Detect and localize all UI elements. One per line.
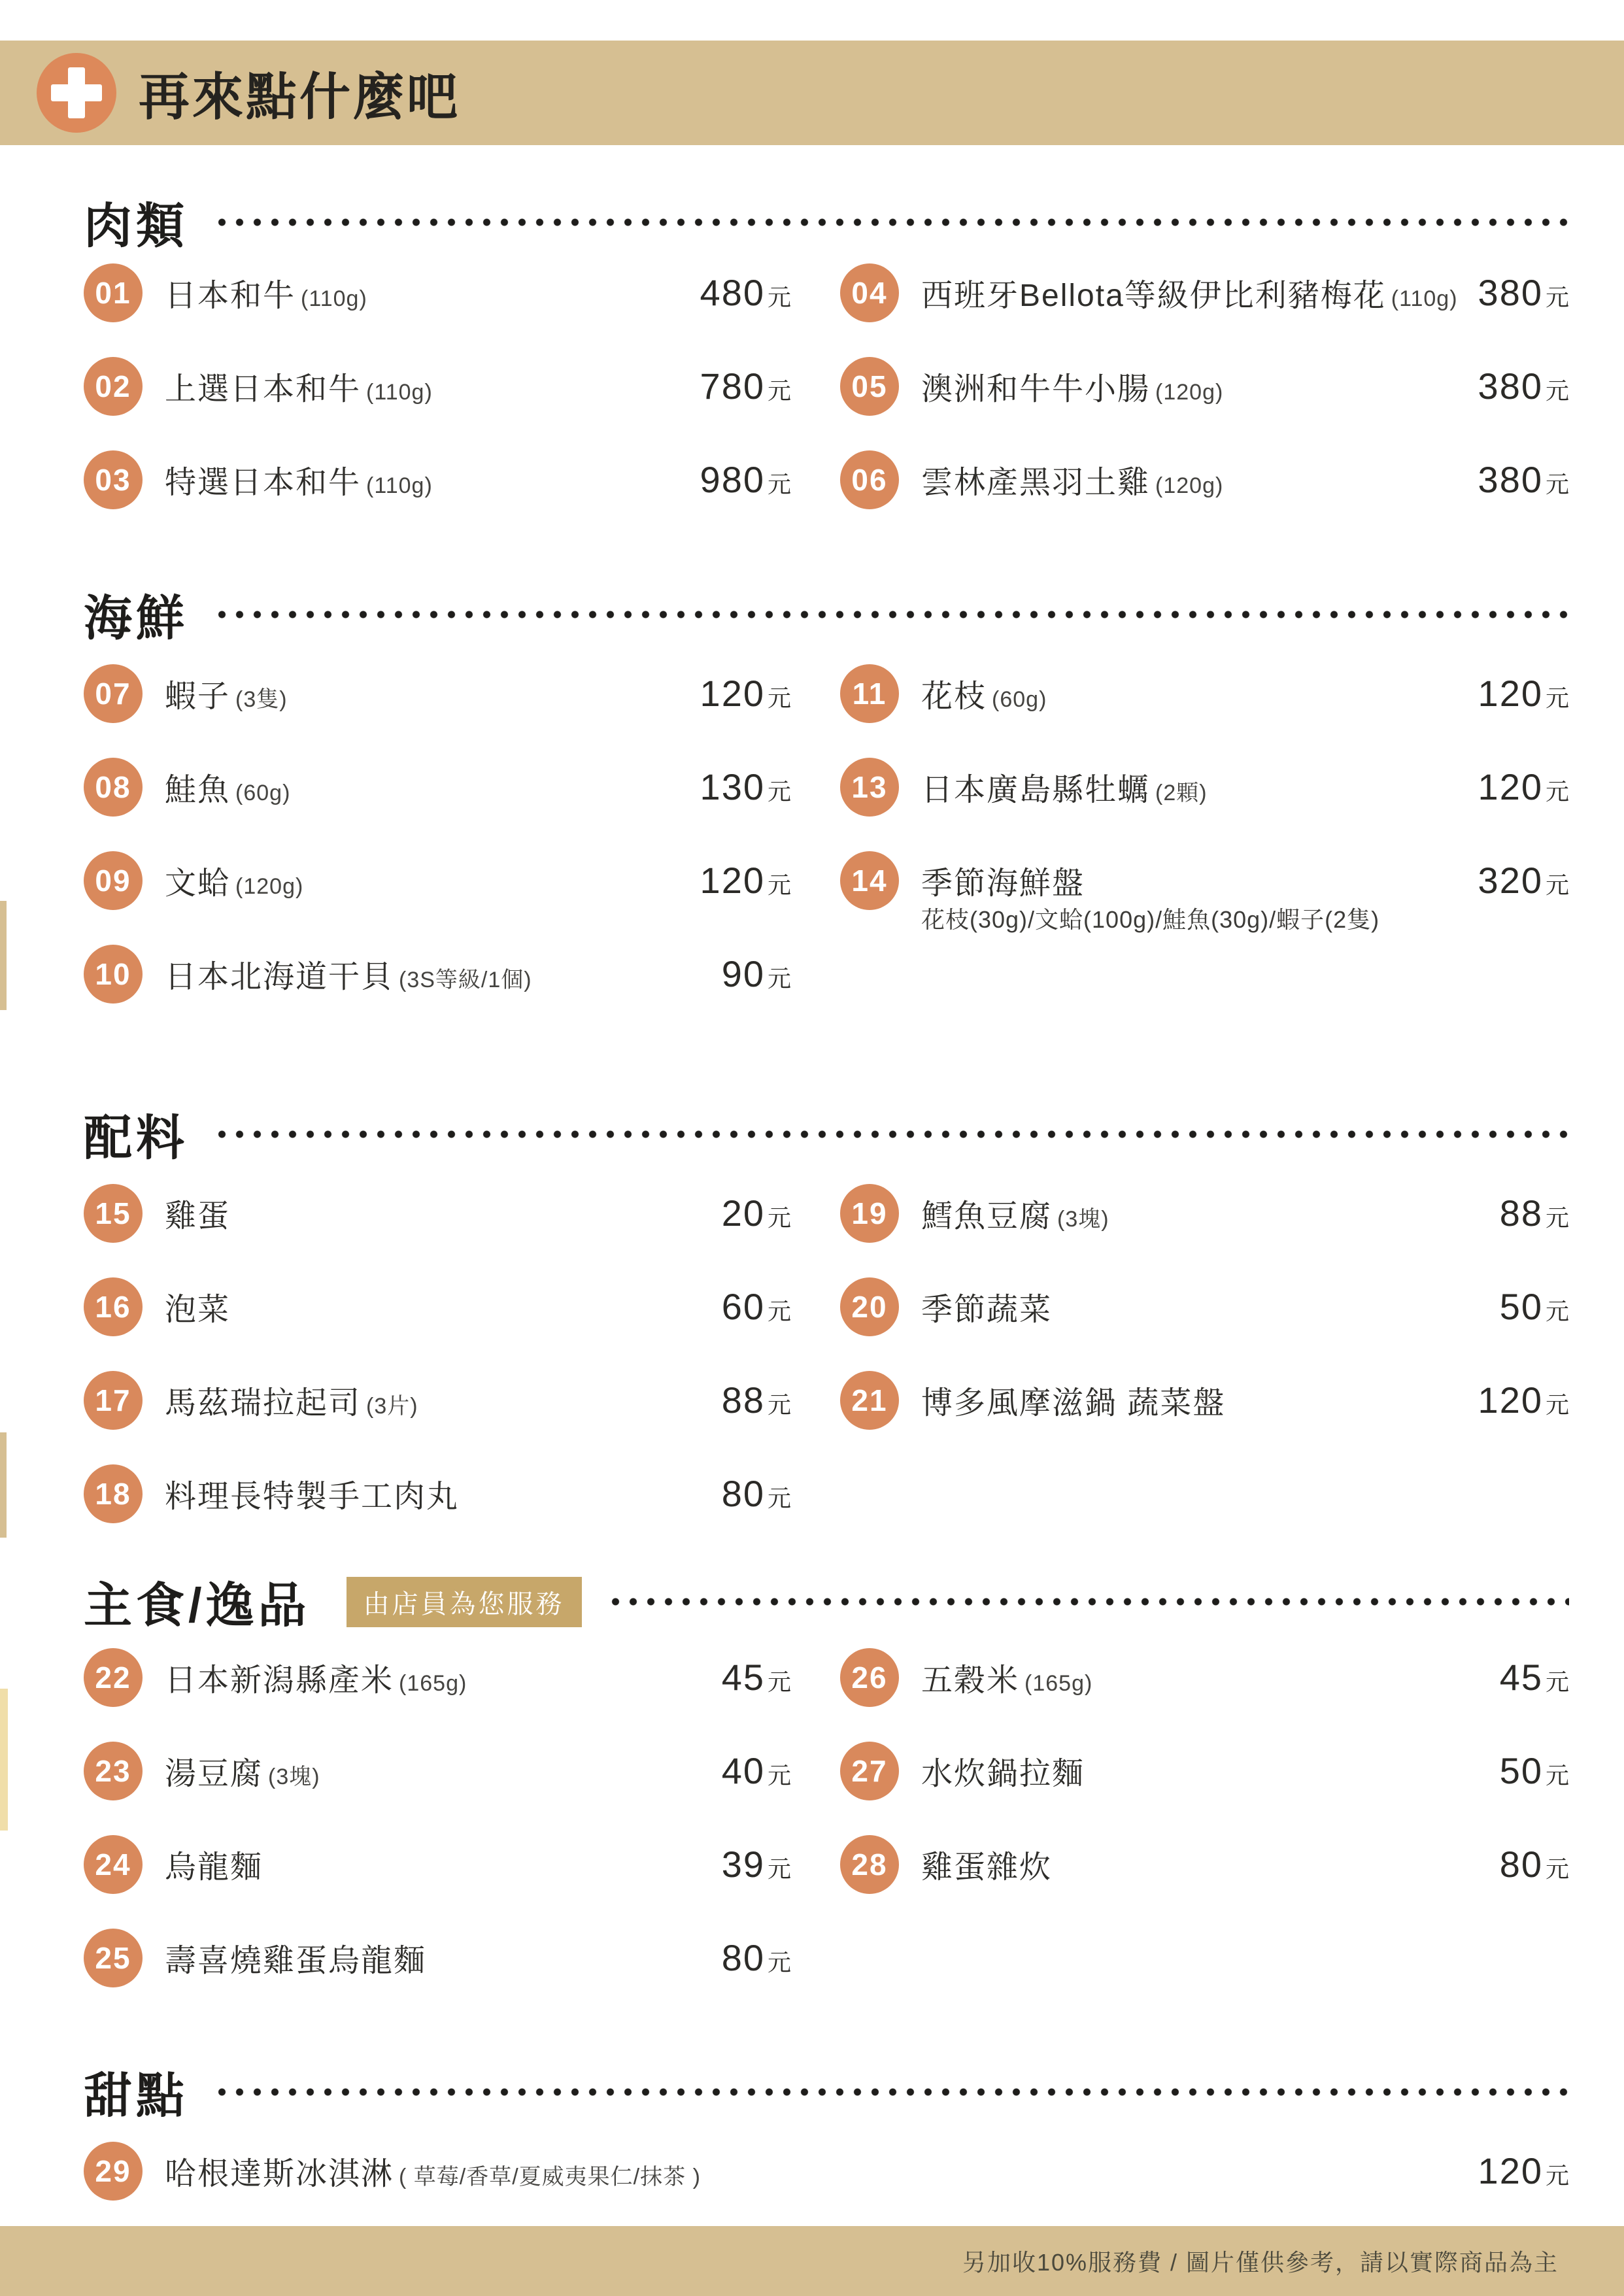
- menu-item: [84, 246, 791, 339]
- price-unit: 元: [767, 1668, 791, 1695]
- menu-item: [84, 927, 791, 1021]
- item-number: 14: [851, 863, 888, 898]
- menu-item: [84, 433, 791, 526]
- price-value: 90: [721, 953, 765, 994]
- dotted-leader: [607, 1597, 1569, 1606]
- price-unit: 元: [1545, 1298, 1569, 1325]
- item-price: [722, 1472, 791, 1515]
- price-value: 20: [721, 1192, 765, 1234]
- item-number: 04: [851, 275, 888, 310]
- item-price: [1478, 1379, 1569, 1421]
- price-unit: 元: [1545, 1855, 1569, 1882]
- menu-section: [0, 193, 1624, 526]
- item-number: 22: [95, 1660, 131, 1695]
- price-unit: 元: [1545, 871, 1569, 898]
- item-number-badge: [840, 1742, 899, 1800]
- item-price: [1500, 1285, 1569, 1328]
- item-number: 23: [95, 1753, 131, 1788]
- item-number: 01: [95, 275, 131, 310]
- menu-item: [84, 1447, 791, 1540]
- item-number: 17: [95, 1383, 131, 1417]
- section-header: [84, 1105, 1569, 1164]
- price-unit: 元: [767, 1855, 791, 1882]
- price-unit: 元: [767, 1298, 791, 1325]
- section-header: [84, 193, 1569, 252]
- item-label: [165, 951, 532, 996]
- item-number-badge: [840, 1648, 899, 1707]
- price-unit: 元: [767, 778, 791, 805]
- section-rows: [84, 647, 1569, 1021]
- section-title: 甜點: [84, 2068, 188, 2123]
- item-number-badge: [840, 851, 899, 910]
- menu-item: [84, 1260, 791, 1353]
- item-number-badge: [84, 945, 143, 1004]
- item-number: 25: [95, 1940, 131, 1975]
- item-label: [165, 1935, 426, 1980]
- price-value: 120: [1478, 766, 1543, 807]
- item-label: [921, 457, 1223, 502]
- item-price: [700, 365, 791, 407]
- item-price: [1478, 859, 1569, 902]
- price-unit: 元: [767, 871, 791, 898]
- item-label: [165, 1284, 230, 1329]
- menu-item: [84, 1817, 791, 1911]
- item-number-badge: [84, 1371, 143, 1430]
- item-label: [165, 270, 367, 315]
- item-number-badge: [84, 1742, 143, 1800]
- item-number-badge: [84, 263, 143, 322]
- item-price: [700, 766, 791, 808]
- item-name: 五穀米: [921, 1663, 1020, 1698]
- item-number-badge: [84, 758, 143, 817]
- price-unit: 元: [1545, 684, 1569, 711]
- item-label: [165, 457, 433, 502]
- price-value: 130: [700, 766, 765, 807]
- menu-section: [0, 2063, 1624, 2218]
- menu-item: [84, 2124, 1569, 2218]
- price-value: 120: [700, 673, 765, 714]
- price-unit: 元: [767, 471, 791, 498]
- item-label: [165, 1471, 459, 1516]
- item-price: [700, 458, 791, 501]
- page-title: 再來點什麼吧: [139, 68, 461, 126]
- item-number-badge: [84, 1929, 143, 1987]
- item-name: 雞蛋: [165, 1199, 231, 1234]
- page-header: [0, 41, 1624, 145]
- item-label: [921, 1190, 1109, 1236]
- menu-item: [840, 1166, 1569, 1260]
- menu-item: [840, 433, 1569, 526]
- item-name: 料理長特製手工肉丸: [165, 1479, 460, 1514]
- price-value: 88: [1499, 1192, 1543, 1234]
- item-label: [165, 1190, 230, 1236]
- item-name: 泡菜: [165, 1292, 231, 1327]
- item-number: 10: [95, 956, 131, 991]
- price-value: 980: [700, 459, 765, 500]
- item-size-note: ( 草莓/香草/夏威夷果仁/抹茶 ): [399, 2165, 701, 2189]
- menu-section: [0, 1105, 1624, 1540]
- price-value: 80: [721, 1473, 765, 1514]
- price-unit: 元: [1545, 2162, 1569, 2189]
- item-name: 哈根達斯冰淇淋: [165, 2157, 394, 2191]
- service-badge: 由店員為您服務: [347, 1577, 582, 1627]
- item-number: 07: [95, 676, 131, 711]
- menu-item: [84, 834, 791, 927]
- item-size-note: (3塊): [1057, 1207, 1109, 1232]
- column-right: [840, 647, 1569, 933]
- item-price: [722, 1843, 791, 1885]
- item-label: [921, 363, 1223, 409]
- item-number: 19: [851, 1196, 888, 1230]
- item-name: 水炊鍋拉麵: [921, 1757, 1085, 1791]
- column-left: [84, 1630, 791, 2004]
- price-unit: 元: [1545, 778, 1569, 805]
- price-unit: 元: [1545, 1204, 1569, 1231]
- section-header: [84, 2063, 1569, 2121]
- menu-item: [840, 1260, 1569, 1353]
- price-unit: 元: [767, 1762, 791, 1789]
- menu-item: [84, 647, 791, 740]
- menu-item: [84, 1630, 791, 1724]
- item-number-badge: [84, 357, 143, 416]
- item-price: [722, 1285, 791, 1328]
- item-number: 15: [95, 1196, 131, 1230]
- item-name: 日本廣島縣牡蠣: [921, 773, 1151, 807]
- item-number: 13: [851, 769, 888, 804]
- menu-section: [0, 585, 1624, 1021]
- item-size-note: (110g): [366, 380, 433, 405]
- item-size-note: (3片): [366, 1394, 418, 1419]
- item-price: [722, 1936, 791, 1979]
- item-price: [1478, 458, 1569, 501]
- item-name: 季節海鮮盤: [921, 866, 1085, 901]
- item-name: 烏龍麵: [165, 1850, 263, 1885]
- item-label: [165, 1748, 320, 1793]
- plus-icon: [37, 53, 116, 133]
- price-value: 480: [700, 272, 765, 313]
- price-value: 380: [1478, 272, 1543, 313]
- item-number-badge: [84, 851, 143, 910]
- dotted-leader: [213, 218, 1569, 227]
- item-name: 蝦子: [165, 679, 231, 714]
- item-price: [700, 859, 791, 902]
- item-number-badge: [840, 263, 899, 322]
- price-unit: 元: [767, 377, 791, 404]
- price-value: 88: [721, 1379, 765, 1421]
- price-unit: 元: [1545, 1668, 1569, 1695]
- item-price: [1500, 1192, 1569, 1234]
- menu-item: [840, 647, 1569, 740]
- price-value: 50: [1499, 1286, 1543, 1327]
- item-price: [722, 1749, 791, 1792]
- item-price: [722, 1656, 791, 1698]
- item-size-note: (165g): [399, 1671, 467, 1696]
- item-number: 24: [95, 1847, 131, 1882]
- item-number-badge: [84, 1648, 143, 1707]
- price-value: 45: [1499, 1657, 1543, 1698]
- item-name: 壽喜燒雞蛋烏龍麵: [165, 1944, 427, 1978]
- item-number-badge: [84, 2142, 143, 2201]
- price-unit: 元: [767, 684, 791, 711]
- section-rows: [84, 2124, 1569, 2218]
- item-price: [1500, 1656, 1569, 1698]
- item-label: [921, 858, 1085, 903]
- price-value: 40: [721, 1750, 765, 1791]
- item-name: 澳洲和牛牛小腸: [921, 372, 1151, 407]
- footer-note: 另加收10%服務費 / 圖片僅供參考，請以實際商品為主: [962, 2249, 1559, 2276]
- item-number: 03: [95, 462, 131, 497]
- item-label: [921, 671, 1047, 716]
- item-label: [165, 363, 433, 409]
- item-price: [1500, 1843, 1569, 1885]
- price-unit: 元: [1545, 1762, 1569, 1789]
- section-rows: [84, 246, 1569, 526]
- item-number: 21: [851, 1383, 888, 1417]
- item-size-note: (60g): [992, 687, 1047, 712]
- dotted-leader: [213, 610, 1569, 619]
- item-name: 鱈魚豆腐: [921, 1199, 1053, 1234]
- price-value: 120: [1478, 2150, 1543, 2191]
- menu-item: [840, 1817, 1569, 1911]
- section-title: 海鮮: [84, 591, 188, 645]
- item-description: 花枝(30g)/文蛤(100g)/鮭魚(30g)/蝦子(2隻): [921, 906, 1380, 933]
- item-price: [1500, 1749, 1569, 1792]
- item-name: 雲林產黑羽土雞: [921, 465, 1151, 500]
- menu-item: [84, 1724, 791, 1817]
- item-price: [700, 271, 791, 314]
- item-label: [165, 2148, 701, 2193]
- menu-item: [84, 1911, 791, 2004]
- menu-item: [84, 1353, 791, 1447]
- price-unit: 元: [767, 1485, 791, 1511]
- item-size-note: (3S等級/1個): [399, 968, 532, 992]
- dotted-leader: [213, 2087, 1569, 2097]
- item-name: 西班牙Bellota等級伊比利豬梅花: [921, 279, 1386, 313]
- item-name: 馬茲瑞拉起司: [165, 1386, 362, 1421]
- price-unit: 元: [767, 284, 791, 311]
- item-number: 20: [851, 1289, 888, 1324]
- menu-item: [840, 1353, 1569, 1447]
- item-price: [722, 953, 791, 995]
- price-value: 120: [1478, 1379, 1543, 1421]
- item-price: [1478, 365, 1569, 407]
- item-number-badge: [840, 357, 899, 416]
- section-rows: [84, 1166, 1569, 1540]
- item-number-badge: [840, 1371, 899, 1430]
- column-left: [84, 647, 791, 1021]
- page-footer: [0, 2226, 1624, 2296]
- item-size-note: (165g): [1024, 1671, 1093, 1696]
- price-value: 60: [721, 1286, 765, 1327]
- section-title: 主食/逸品: [84, 1578, 311, 1632]
- item-number: 11: [852, 676, 887, 711]
- item-label: [921, 1655, 1092, 1700]
- item-name: 特選日本和牛: [165, 465, 362, 500]
- menu-item: [840, 834, 1569, 933]
- price-value: 380: [1478, 365, 1543, 407]
- item-label: [921, 1748, 1085, 1793]
- price-value: 320: [1478, 860, 1543, 901]
- item-label: [165, 858, 303, 903]
- item-number-badge: [84, 1835, 143, 1894]
- price-unit: 元: [1545, 284, 1569, 311]
- item-name: 博多風摩滋鍋 蔬菜盤: [921, 1386, 1226, 1421]
- item-number-badge: [84, 664, 143, 723]
- item-size-note: (110g): [301, 286, 367, 311]
- price-unit: 元: [1545, 1391, 1569, 1418]
- price-value: 39: [721, 1844, 765, 1885]
- item-number: 28: [851, 1847, 888, 1882]
- price-value: 120: [700, 860, 765, 901]
- item-label: [165, 764, 290, 809]
- item-size-note: (110g): [1391, 286, 1458, 311]
- menu-item: [840, 1630, 1569, 1724]
- price-unit: 元: [767, 1391, 791, 1418]
- column-right: [840, 1166, 1569, 1447]
- menu-item: [840, 246, 1569, 339]
- price-unit: 元: [767, 1204, 791, 1231]
- price-value: 80: [721, 1937, 765, 1978]
- item-label: [921, 1284, 1052, 1329]
- price-value: 45: [721, 1657, 765, 1698]
- item-price: [1478, 2150, 1569, 2192]
- menu-section: [0, 1572, 1624, 2004]
- item-number: 05: [851, 369, 888, 403]
- price-unit: 元: [1545, 377, 1569, 404]
- item-name: 鮭魚: [165, 773, 231, 807]
- item-label: [921, 1842, 1052, 1887]
- item-number: 27: [851, 1753, 888, 1788]
- item-size-note: (120g): [1155, 380, 1224, 405]
- item-size-note: (120g): [235, 874, 304, 899]
- item-number-badge: [84, 450, 143, 509]
- item-name: 文蛤: [165, 866, 231, 901]
- item-name: 上選日本和牛: [165, 372, 362, 407]
- item-price: [722, 1379, 791, 1421]
- item-number: 18: [95, 1476, 131, 1511]
- item-number-badge: [840, 664, 899, 723]
- column-left: [84, 1166, 791, 1540]
- item-label: [165, 1655, 467, 1700]
- column-left: [84, 246, 791, 526]
- menu-item: [84, 339, 791, 433]
- item-name: 花枝: [921, 679, 987, 714]
- menu-item: [84, 1166, 791, 1260]
- column-right: [840, 246, 1569, 526]
- item-name: 季節蔬菜: [921, 1292, 1053, 1327]
- price-unit: 元: [767, 965, 791, 992]
- item-label: [921, 764, 1208, 809]
- item-price: [1478, 766, 1569, 808]
- menu-item: [840, 1724, 1569, 1817]
- item-number: 02: [95, 369, 131, 403]
- item-number: 06: [851, 462, 888, 497]
- section-header: [84, 1572, 1569, 1631]
- item-number-badge: [840, 1835, 899, 1894]
- item-label: [921, 270, 1458, 315]
- item-price: [1478, 672, 1569, 715]
- section-title: 配料: [84, 1111, 188, 1165]
- item-number: 26: [851, 1660, 888, 1695]
- item-name: 雞蛋雜炊: [921, 1850, 1053, 1885]
- item-number: 08: [95, 769, 131, 804]
- menu-item: [840, 740, 1569, 834]
- item-size-note: (110g): [366, 473, 433, 498]
- item-price: [1478, 271, 1569, 314]
- item-price: [700, 672, 791, 715]
- price-unit: 元: [767, 1949, 791, 1976]
- section-title: 肉類: [84, 199, 188, 253]
- item-price: [722, 1192, 791, 1234]
- item-label: [165, 1842, 263, 1887]
- item-number: 16: [95, 1289, 131, 1324]
- price-value: 120: [1478, 673, 1543, 714]
- item-size-note: (60g): [235, 781, 291, 805]
- item-number-badge: [84, 1277, 143, 1336]
- item-name: 湯豆腐: [165, 1757, 263, 1791]
- item-name: 日本新潟縣產米: [165, 1663, 394, 1698]
- item-number: 09: [95, 863, 131, 898]
- item-number-badge: [84, 1464, 143, 1523]
- item-label: [165, 1377, 418, 1423]
- section-rows: [84, 1630, 1569, 2004]
- item-size-note: (3塊): [268, 1764, 320, 1789]
- item-size-note: (120g): [1155, 473, 1224, 498]
- price-value: 780: [700, 365, 765, 407]
- item-label: [165, 671, 288, 716]
- item-size-note: (3隻): [235, 687, 288, 712]
- section-header: [84, 585, 1569, 644]
- item-number-badge: [840, 1184, 899, 1243]
- item-number-badge: [840, 1277, 899, 1336]
- price-value: 380: [1478, 459, 1543, 500]
- item-size-note: (2顆): [1155, 781, 1208, 805]
- column-left: [84, 2124, 1569, 2218]
- price-value: 50: [1499, 1750, 1543, 1791]
- item-label: [921, 1377, 1225, 1423]
- item-number-badge: [840, 450, 899, 509]
- item-number: 29: [95, 2153, 131, 2188]
- price-unit: 元: [1545, 471, 1569, 498]
- price-value: 80: [1499, 1844, 1543, 1885]
- column-right: [840, 1630, 1569, 1911]
- menu-item: [84, 740, 791, 834]
- item-number-badge: [84, 1184, 143, 1243]
- item-number-badge: [840, 758, 899, 817]
- item-name: 日本和牛: [165, 279, 296, 313]
- dotted-leader: [213, 1130, 1569, 1139]
- item-name: 日本北海道干貝: [165, 960, 394, 994]
- menu-item: [840, 339, 1569, 433]
